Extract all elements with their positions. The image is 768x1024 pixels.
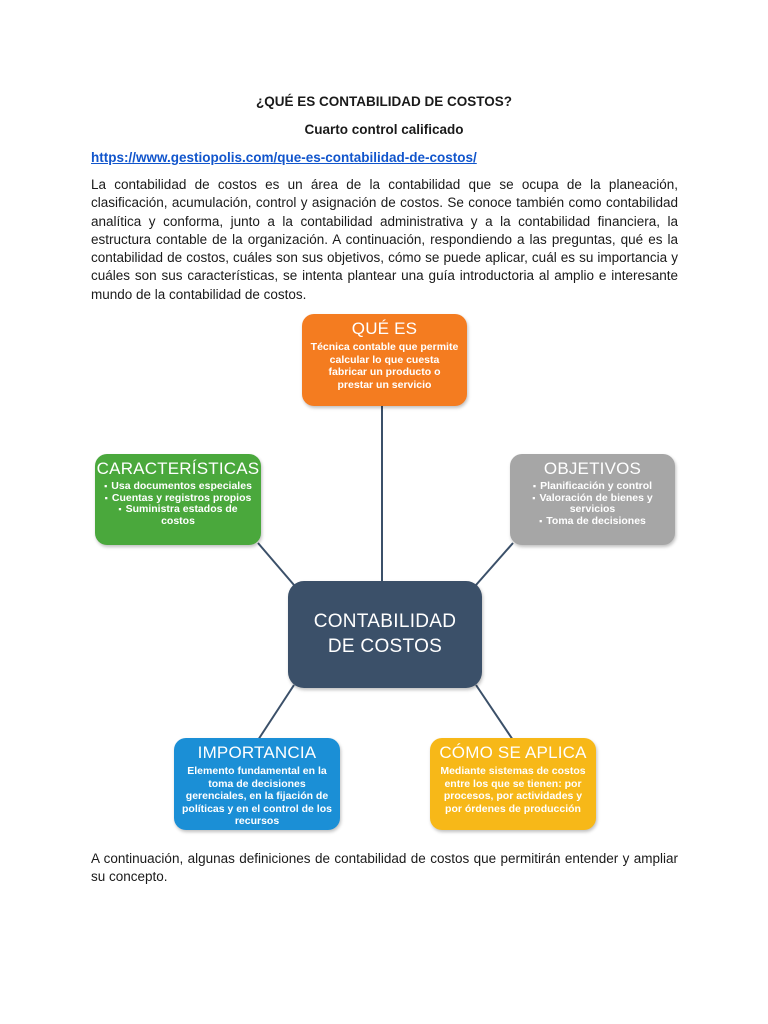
document-title: ¿QUÉ ES CONTABILIDAD DE COSTOS? bbox=[255, 94, 512, 109]
node-center bbox=[288, 581, 482, 688]
list-item: ▪ Usa documentos especiales bbox=[103, 481, 253, 493]
list-item: ▪ Planificación y control bbox=[518, 481, 667, 493]
connector-caracteristicas bbox=[258, 543, 294, 585]
node-center-line1: CONTABILIDAD bbox=[313, 611, 457, 632]
node-importancia bbox=[174, 738, 340, 830]
node-que-es-title: QUÉ ES bbox=[351, 319, 418, 338]
list-item: ▪ Suministra estados de costos bbox=[103, 504, 253, 527]
node-que-es bbox=[302, 314, 467, 406]
node-como-se-aplica-text: Mediante sistemas de costos entre los que se tienen: por procesos, por actividades y por órdenes de producción bbox=[440, 765, 586, 815]
node-como-se-aplica-title: CÓMO SE APLICA bbox=[439, 743, 587, 762]
connector-importancia bbox=[258, 685, 294, 740]
document-subtitle: Cuarto control calificado bbox=[304, 122, 464, 137]
closing-paragraph: A continuación, algunas definiciones de contabilidad de costos que permitirán entender y ampliar su concepto. bbox=[91, 851, 678, 885]
list-item: ▪ Valoración de bienes y servicios bbox=[518, 493, 667, 516]
source-link[interactable]: https://www.gestiopolis.com/que-es-contabilidad-de-costos/ bbox=[91, 150, 477, 165]
node-caracteristicas bbox=[95, 454, 261, 545]
list-item: ▪ Cuentas y registros propios bbox=[103, 493, 253, 505]
intro-paragraph: La contabilidad de costos es un área de la contabilidad que se ocupa de la planeación, clasificación, acumulación, control y asignación de costos. Se conoce también como contabilidad analítica y conforma, junto a la contabilidad administrativa y a la contabilidad financiera, la estructura contable de la organización. A continuación, respondiendo a las preguntas, qué es la contabilidad de costos, cuáles son sus objetivos, cómo se puede aplicar, cuál es su importancia y cuáles son sus características, se intenta plantear una guía introductoria al amplio e interesante mundo de la contabilidad de costos. bbox=[91, 177, 678, 302]
node-caracteristicas-title: CARACTERÍSTICAS bbox=[96, 459, 260, 478]
node-objetivos-title: OBJETIVOS bbox=[543, 459, 642, 478]
node-objetivos bbox=[510, 454, 675, 545]
connector-como-se-aplica bbox=[476, 685, 513, 740]
node-importancia-text: Elemento fundamental en la toma de decisiones gerenciales, en la fijación de políticas y en el control de los recursos bbox=[182, 765, 332, 827]
node-que-es-text: Técnica contable que permite calcular lo que cuesta fabricar un producto o prestar un servicio bbox=[310, 341, 459, 391]
node-como-se-aplica bbox=[430, 738, 596, 830]
node-center-line2: DE COSTOS bbox=[327, 636, 443, 657]
node-importancia-title: IMPORTANCIA bbox=[197, 743, 317, 762]
node-caracteristicas-list bbox=[95, 481, 261, 527]
node-objetivos-list bbox=[510, 481, 675, 527]
connector-objetivos bbox=[476, 543, 513, 585]
list-item: ▪ Toma de decisiones bbox=[518, 516, 667, 528]
